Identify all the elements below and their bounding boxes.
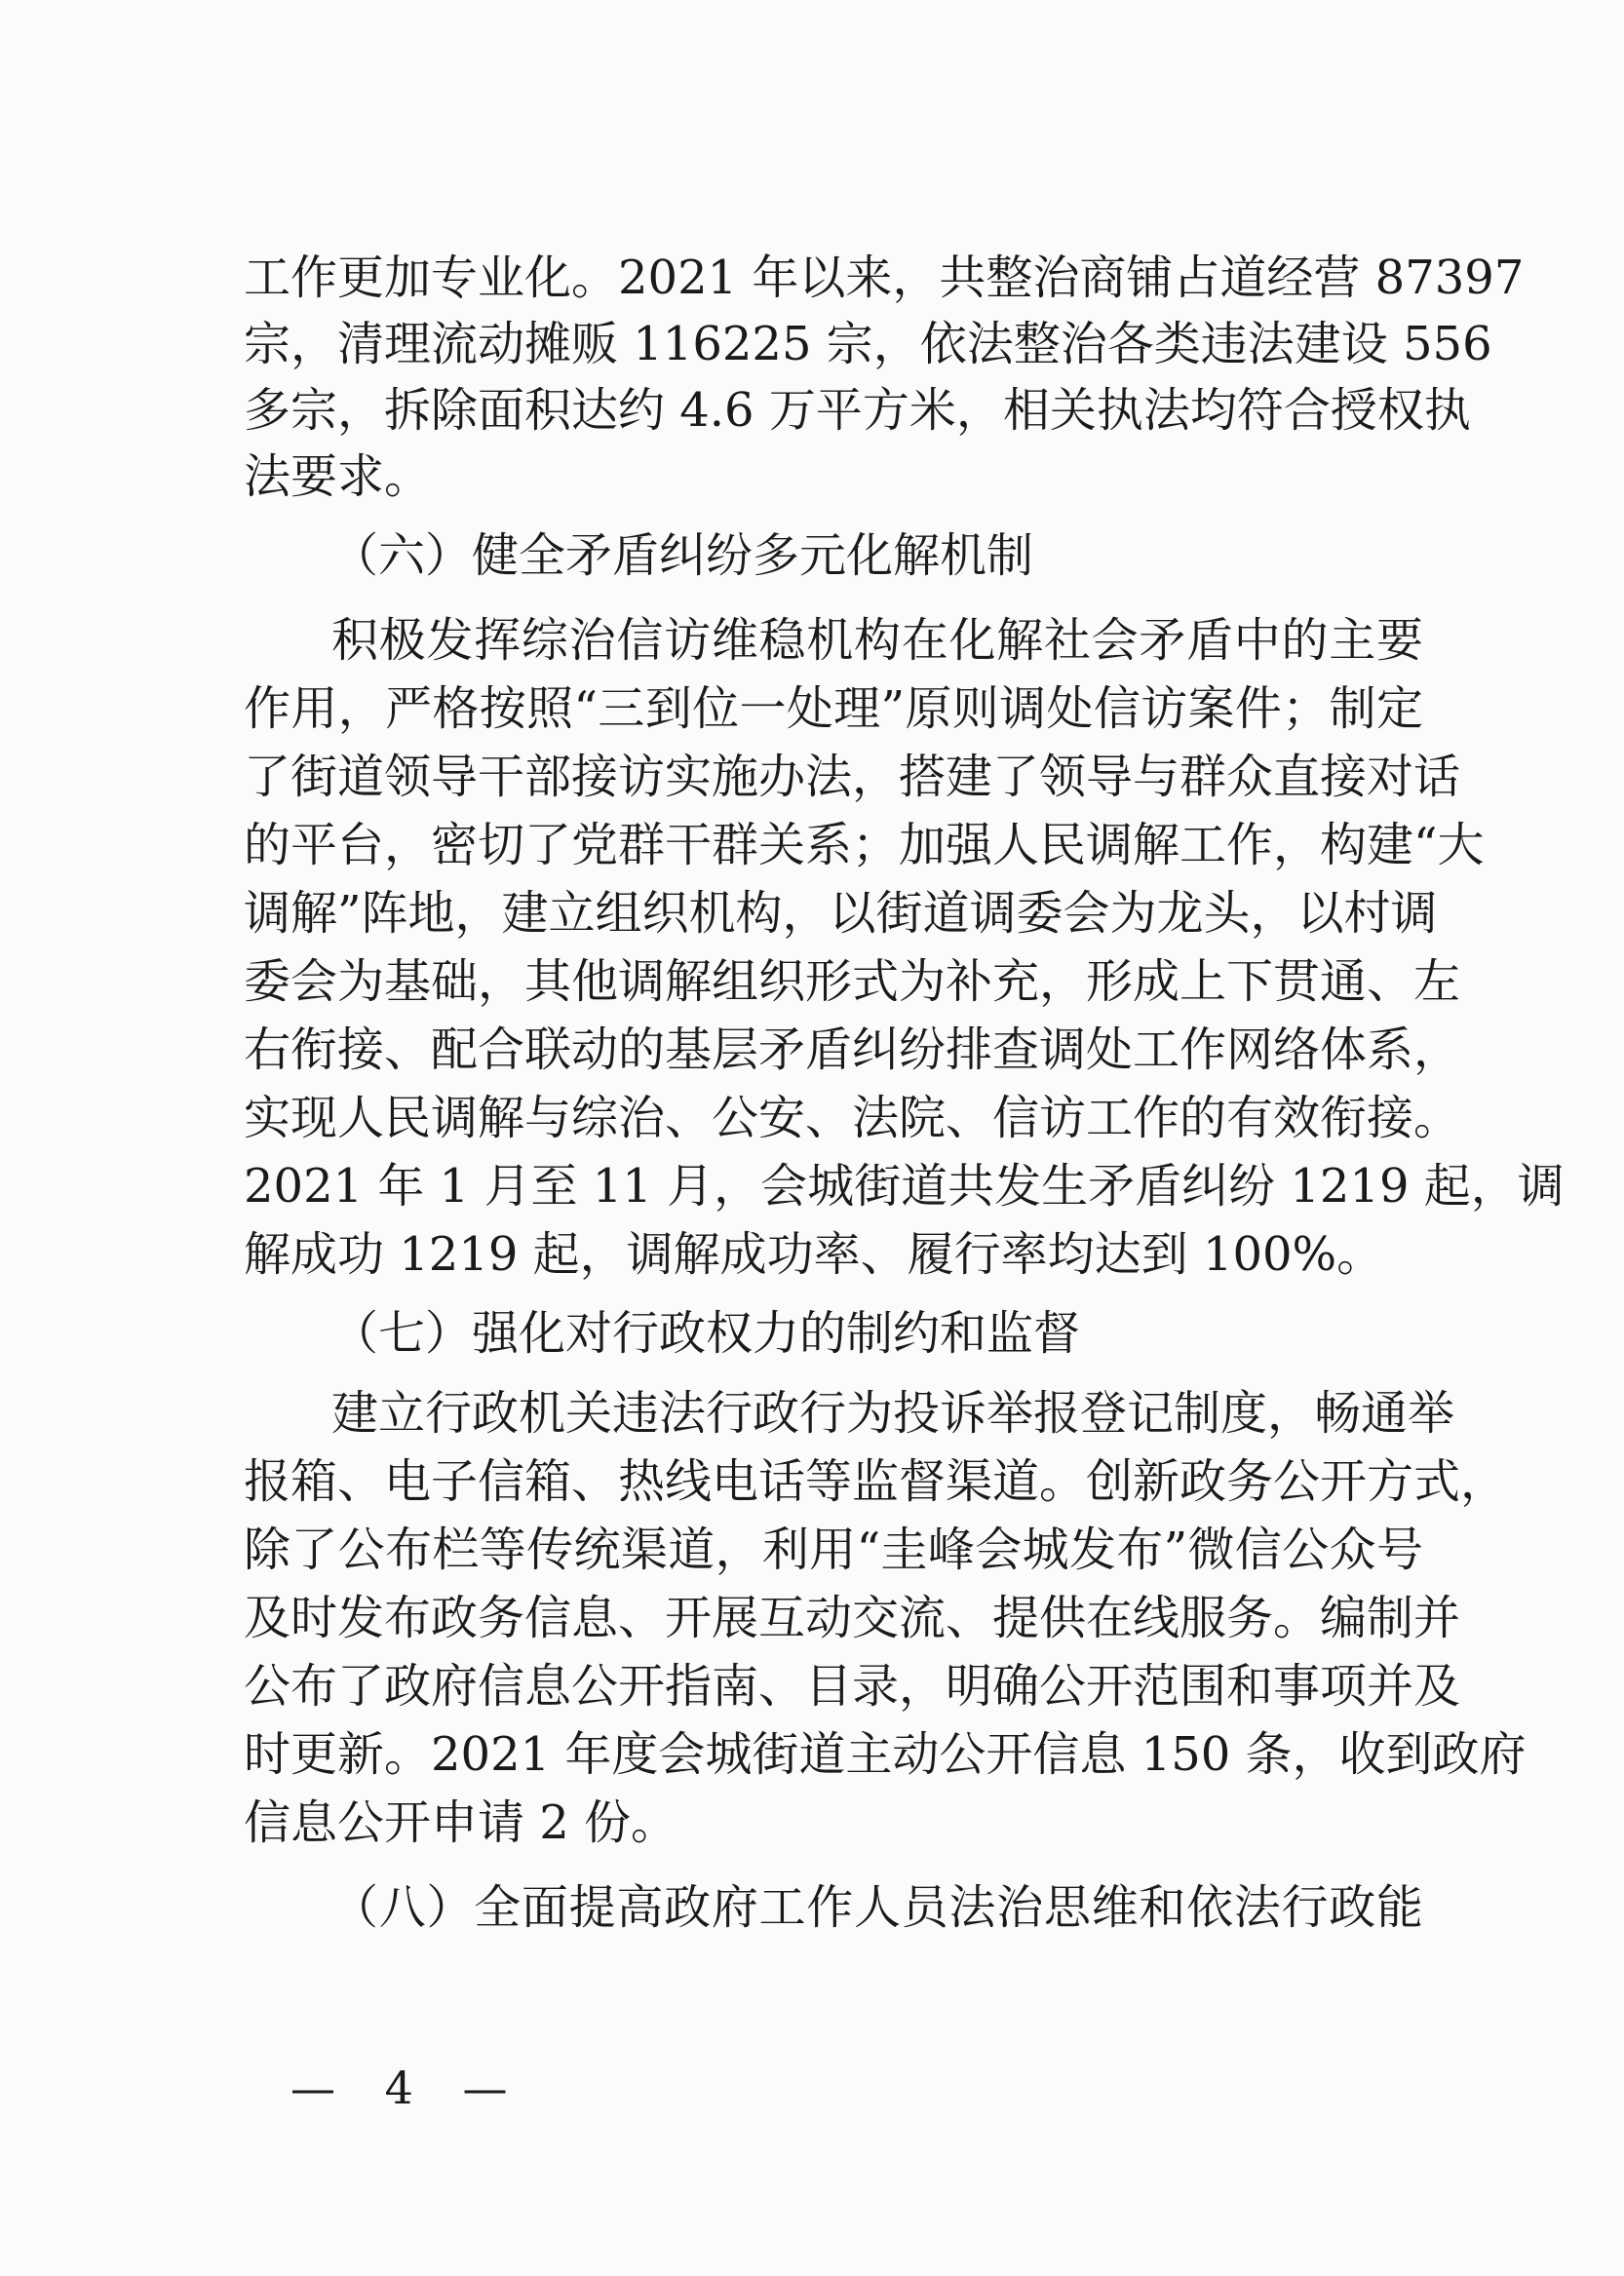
paragraph-line: 调解”阵地，建立组织机构，以街道调委会为龙头，以村调 [244, 886, 1438, 941]
paragraph-line: 右衔接、配合联动的基层矛盾纠纷排查调处工作网络体系， [244, 1022, 1461, 1077]
paragraph-line: 解成功 1219 起，调解成功率、履行率均达到 100%。 [244, 1227, 1384, 1282]
paragraph-line: 了街道领导干部接访实施办法，搭建了领导与群众直接对话 [244, 750, 1461, 804]
paragraph-line: 报箱、电子信箱、热线电话等监督渠道。创新政务公开方式， [244, 1454, 1508, 1509]
paragraph-line: 公布了政府信息公开指南、目录，明确公开范围和事项并及 [244, 1659, 1461, 1714]
paragraph-line: 除了公布栏等传统渠道，利用“圭峰会城发布”微信公众号 [244, 1523, 1423, 1577]
section-heading-6: （六）健全矛盾纠纷多元化解机制 [331, 528, 1034, 583]
section-heading-7: （七）强化对行政权力的制约和监督 [331, 1306, 1081, 1361]
paragraph-line: 宗，清理流动摊贩 116225 宗，依法整治各类违法建设 556 [244, 317, 1492, 371]
paragraph-line: 的平台，密切了党群干群关系；加强人民调解工作，构建“大 [244, 818, 1485, 872]
paragraph-line: 2021 年 1 月至 11 月，会城街道共发生矛盾纠纷 1219 起，调 [244, 1159, 1565, 1214]
paragraph-line: 时更新。2021 年度会城街道主动公开信息 150 条，收到政府 [244, 1727, 1527, 1782]
paragraph-line: 委会为基础，其他调解组织形式为补充，形成上下贯通、左 [244, 954, 1461, 1009]
paragraph-line: 多宗，拆除面积达约 4.6 万平方米，相关执法均符合授权执 [244, 383, 1471, 438]
paragraph-line: 工作更加专业化。2021 年以来，共整治商铺占道经营 87397 [244, 251, 1525, 305]
page-number: — 4 — [290, 2062, 525, 2114]
paragraph-line: 建立行政机关违法行政行为投诉举报登记制度，畅通举 [331, 1386, 1455, 1441]
paragraph-line: 作用，严格按照“三到位一处理”原则调处信访案件；制定 [244, 681, 1423, 736]
paragraph-line: 信息公开申请 2 份。 [244, 1795, 678, 1850]
section-heading-8: （八）全面提高政府工作人员法治思维和依法行政能 [331, 1880, 1423, 1935]
paragraph-line: 法要求。 [244, 449, 432, 504]
paragraph-line: 及时发布政务信息、开展互动交流、提供在线服务。编制并 [244, 1591, 1461, 1645]
paragraph-line: 实现人民调解与综治、公安、法院、信访工作的有效衔接。 [244, 1091, 1461, 1145]
paragraph-line: 积极发挥综治信访维稳机构在化解社会矛盾中的主要 [331, 613, 1423, 668]
